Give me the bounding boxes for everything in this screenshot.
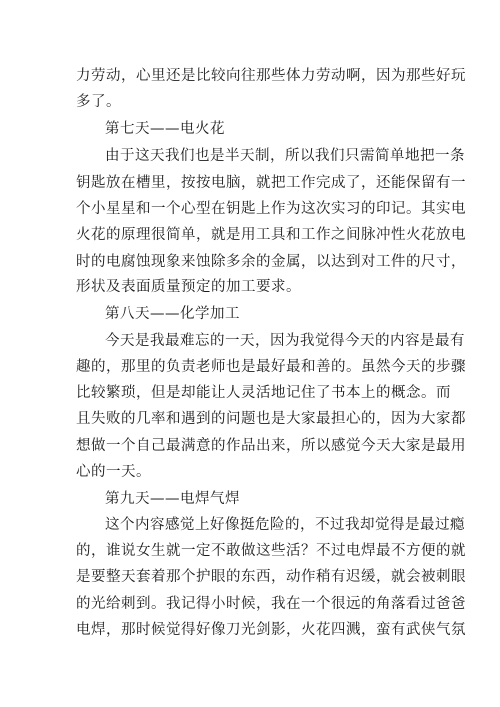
paragraph-line: 火花的原理很简单，就是用工具和工作之间脉冲性火花放电: [76, 227, 466, 243]
section-heading-day9: 第九天——电焊气焊: [105, 491, 240, 507]
paragraph-line: 电焊，那时候觉得好像刀光剑影，火花四溅，蛮有武侠气氛: [76, 622, 466, 638]
paragraph-line: 心的一天。: [76, 464, 151, 480]
paragraph-line: 形状及表面质量预定的加工要求。: [76, 279, 301, 295]
paragraph-line: 且失败的几率和遇到的问题也是大家最担心的，因为大家都: [76, 411, 466, 427]
paragraph-line: 的，谁说女生就一定不敢做这些活？不过电焊最不方便的就: [76, 543, 466, 559]
section-heading-day7: 第七天——电火花: [105, 121, 225, 137]
paragraph-line: 钥匙放在槽里，按按电脑，就把工作完成了，还能保留有一: [76, 175, 466, 191]
paragraph-line: 力劳动，心里还是比较向往那些体力劳动啊，因为那些好玩: [76, 68, 466, 84]
paragraph-line: 趣的，那里的负责老师也是最好最和善的。虽然今天的步骤: [76, 359, 466, 375]
paragraph-line: 时的电腐蚀现象来蚀除多余的金属，以达到对工件的尺寸，: [76, 254, 466, 270]
section-heading-day8: 第八天——化学加工: [105, 306, 240, 322]
paragraph-line: 由于这天我们也是半天制，所以我们只需简单地把一条: [105, 148, 465, 164]
paragraph-line: 这个内容感觉上好像挺危险的，不过我却觉得是最过瘾: [105, 517, 465, 533]
paragraph-line: 多了。: [76, 94, 121, 110]
paragraph-line: 个小星星和一个心型在钥匙上作为这次实习的印记。其实电: [76, 201, 466, 217]
paragraph-line: 想做一个自己最满意的作品出来，所以感觉今天大家是最用: [76, 438, 466, 454]
paragraph-line: 比较繁琐，但是却能让人灵活地记住了书本上的概念。而: [76, 385, 451, 401]
paragraph-line: 今天是我最难忘的一天，因为我觉得今天的内容是最有: [105, 333, 465, 349]
paragraph-line: 是要整天套着那个护眼的东西，动作稍有迟缓，就会被刺眼: [76, 569, 466, 585]
paragraph-line: 的光给刺到。我记得小时候，我在一个很远的角落看过爸爸: [76, 596, 466, 612]
